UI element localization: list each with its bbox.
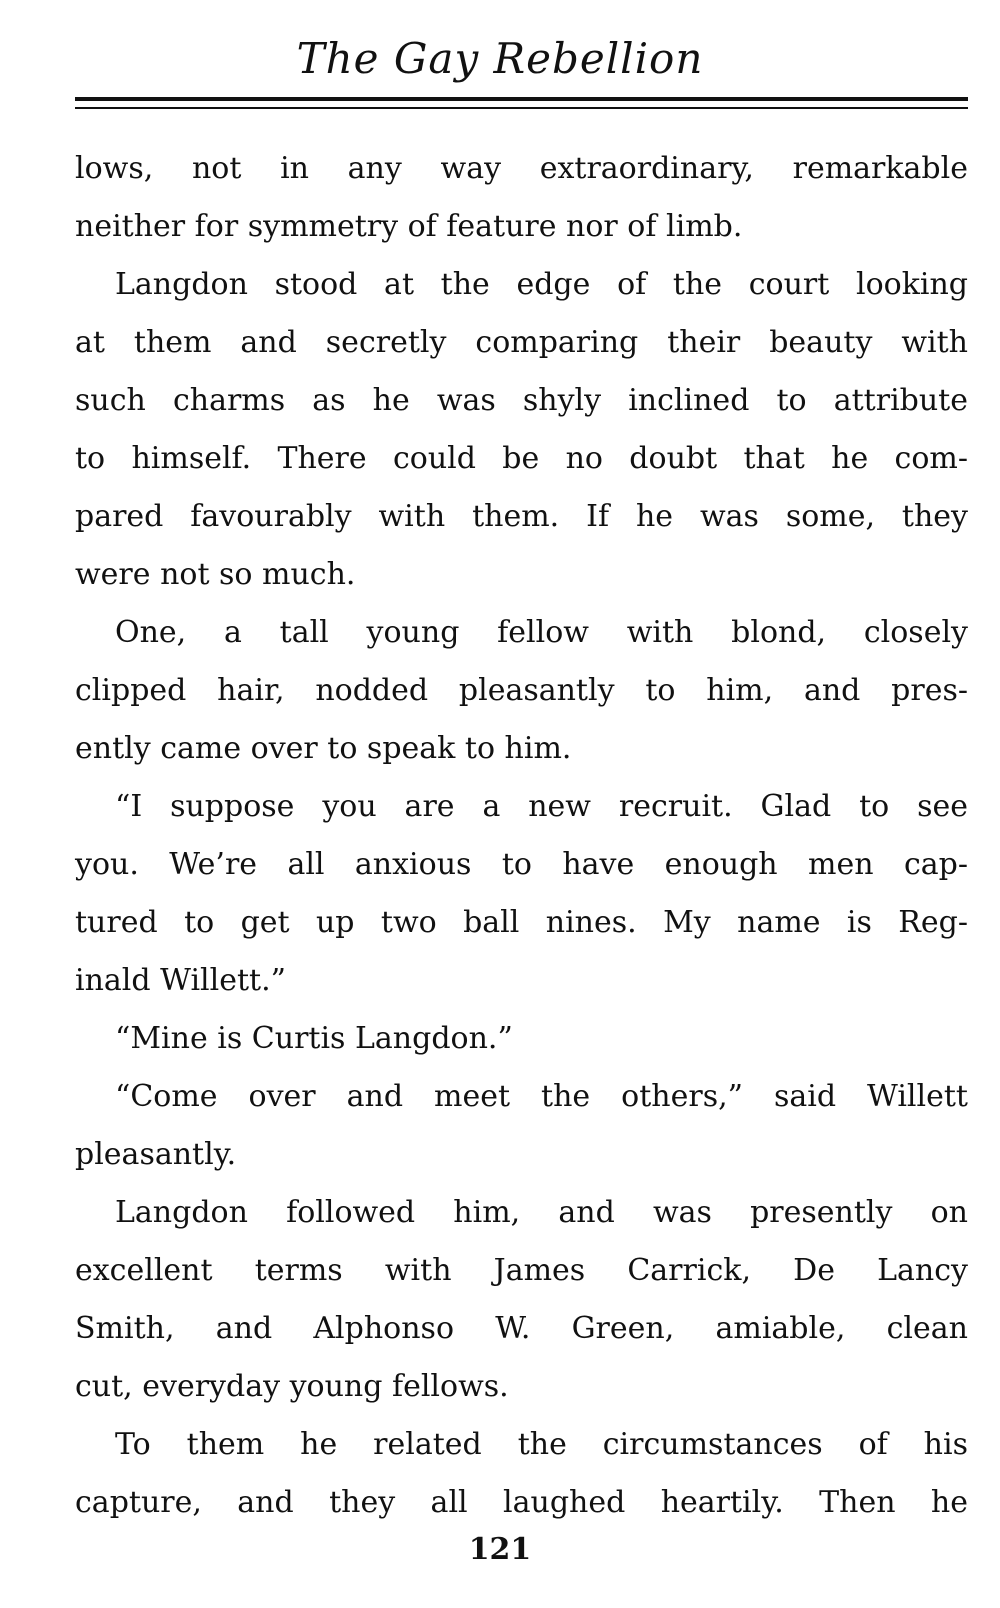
text-line: were not so much. [75, 557, 356, 592]
text-line: “Mine is Curtis Langdon.” [115, 1021, 513, 1056]
text-line: Langdon followed him, and was presently on [115, 1195, 968, 1230]
text-line: “Come over and meet the others,” said Willett [115, 1079, 968, 1114]
header-rule-thick [75, 97, 968, 101]
running-head: The Gay Rebellion [296, 34, 704, 83]
text-line: pleasantly. [75, 1137, 237, 1172]
text-line: tured to get up two ball nines. My name is Reg- [75, 905, 968, 940]
page-number: 121 [468, 1532, 532, 1567]
text-line: inald Willett.” [75, 963, 286, 998]
text-line: at them and secretly comparing their beauty with [75, 325, 968, 360]
text-line: such charms as he was shyly inclined to attribute [75, 383, 968, 418]
text-line: capture, and they all laughed heartily. Then he [75, 1485, 968, 1520]
text-line: To them he related the circumstances of his [115, 1427, 968, 1462]
text-line: Smith, and Alphonso W. Green, amiable, clean [75, 1311, 968, 1346]
text-line: “I suppose you are a new recruit. Glad to see [115, 789, 968, 824]
text-line: One, a tall young fellow with blond, closely [115, 615, 968, 650]
body-text [75, 140, 968, 1532]
text-line: ently came over to speak to him. [75, 731, 572, 766]
text-line: clipped hair, nodded pleasantly to him, and pres- [75, 673, 968, 708]
text-line: you. We’re all anxious to have enough men cap- [75, 847, 968, 882]
header-rule-thin [75, 107, 968, 109]
text-line: Langdon stood at the edge of the court looking [115, 267, 968, 302]
text-line: to himself. There could be no doubt that he com- [75, 441, 968, 476]
text-line: lows, not in any way extraordinary, remarkable [75, 151, 968, 186]
text-line: neither for symmetry of feature nor of limb. [75, 209, 743, 244]
text-line: pared favourably with them. If he was some, they [75, 499, 968, 534]
text-line: cut, everyday young fellows. [75, 1369, 509, 1404]
text-line: excellent terms with James Carrick, De Lancy [75, 1253, 968, 1288]
